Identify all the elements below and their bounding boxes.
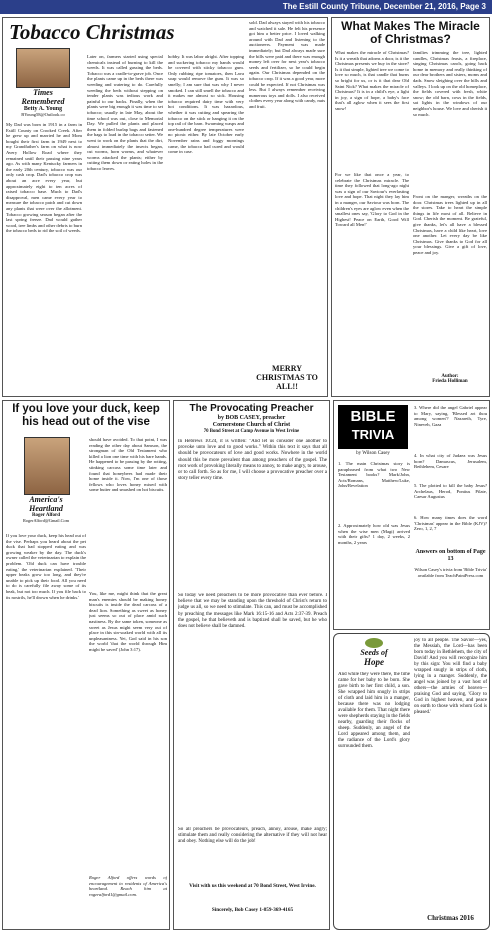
tobacco-body-1: My Dad was born in 1915 in a farm in Estill County on Crooked Creek. After he grew up and married he and Mom bought their first farm in 1949 next to my Grandfather's farm on what is now Avery Hollow Road where they remained until their passing nine years ago. As with many Kentucky farmers in the early 20th century, tobacco was our only cash crop. Dad's tobacco crop was about an acre every year, but approximately eight to ten acres of raised tobacco base. Much to Dad's disapproval, men came every year to measure the tobacco patch and cut down any plants that were over the allotment. Tobacco growing season began after the last spring freeze. Dad would gather wood, tree limbs and other debris to burn the tobacco beds to rid the soil of weeds. (6, 122, 82, 234)
preacher-body-1: In Hebrews 10:24, it is written: "And let us consider one another to provoke unto love and to good works." Within this text it says that all should be provocateurs of love and good works. Nowhere in the world should this be more prevalent than among preachers of the gospel. The root work of provoking literally means to annoy, to make angry, to arouse, or to call forth. So as for me, I will choose a provocative preacher over a story teller every time. (178, 439, 327, 482)
miracle-body-2: For we like that once a year, to celebrate the Christmas miracle. The time they followed that long-ago night was a sign of our Saviour's everlasting love and hope. That night they lay him in a manger, our Saviour was born. The children's eyes are aglow even when the smallest ones say, 'Glory to God in the Highest! Peace on Earth, Good Will Toward all Men!' (335, 172, 409, 228)
duck-title: If you love your duck, keep his head out of the vise (12, 403, 160, 428)
bible-q2: 2. Approximately how old was Jesus when the wise men (Magi) arrived with their gifts? 1 day, 2 weeks, 2 months, 2 years (338, 523, 410, 545)
tobacco-author: Betty A. Young (23, 106, 63, 112)
duck-body-1: If you love your duck, keep his head out of the vise. Perhaps you heard about the pet duck that had stopped eating and was growing weaker by the day. The duck's owner called the veterinarian to explain the problem. 'Old duck can have trouble eating,' the veterinarian explained. 'Their upper beaks grow too long, and they're unable to pick up their food. All you need to do is carefully file away some of its beak, but not too much. If you file back to its nostrils, he'll drown when he drinks.' (6, 533, 86, 600)
bible-q3: 3. Where did the angel Gabriel appear to Mary, saying, 'Blessed art thou among women'? Nazareth, Tyre, Nineveh, Gaza (414, 405, 487, 427)
tobacco-body-3: hobby. It was labor alright. After topping and suckering tobacco my hands would be covered with sticky tobacco gum. Only rubbing ripe tomatoes, then Lava soap would remove the gum. It was so smelly; I am sure that was why I never smoked. I can still smell the tobacco and it makes me almost so sick. Housing tobacco required dairy time with very hot conditions. It was hazardous, whether it was cutting and spearing the tobacco on the stick or hanging it on the top rail of the barn. Swarming wasps and one-hundred degree temperatures were no picnic either. By late October early November rains and foggy mornings came, the tobacco had cured and would come in case. (168, 54, 244, 155)
tobacco-endline: MERRY CHRISTMAS TO ALL!! (256, 364, 318, 391)
column-sub1: Times (33, 88, 53, 97)
preacher-byline: by BOB CASEY, preacher (217, 415, 286, 421)
tobacco-body-4: sold. Dad always stayed with his tobacco and watched it sale. He felt his presence got him a better price. I loved walking around with Dad and listening to the auctioneers. Payment was made immediately; but Dad always made sure the bills were paid and there was enough money left over for next year's tobacco seeds and fertilizer, so he could begin again. Our Christmas depended on the tobacco crop. If it was a good year, more could be expected. If not Christmas was less. But I always remember receiving numerous toys and dolls. I also received clothes every year along with candy, nuts and fruit. (249, 20, 325, 109)
bible-q5: 5. The plotted to kill the baby Jesus? Archelaus, Herod, Pontius Pilate, Caesar Augustus (414, 483, 487, 500)
author-photo (16, 48, 70, 88)
preacher-sign: Sincerely, Bob Casey 1-859-369-4165 (211, 907, 294, 913)
miracle-body-1: What makes the miracle of Christmas? Is it a wreath that adorns a door, is it the Christmas presents we buy in the store? Is it that simple, lighted tree we come to love so much, is that candle that burns so bright for us, or is it that dear Old Saint Nick? What makes the miracle of Christmas? It is in a child's eye, a light in joy, a sign of hope, a baby's face that's all aglow when it sees the first snow! (335, 50, 409, 111)
page-header: The Estill County Tribune, December 21, 2016, Page 3 (0, 0, 492, 14)
bible-q1: 1. The main Christmas story is paraphrased from what two New Testament books? Mark/John, Acts/Romans, Matthew/Luke, John/Revelation (338, 461, 410, 489)
bible-trivia (333, 400, 490, 630)
miracle-article (331, 17, 490, 397)
bible-q4: 4. In what city of Judaea was Jesus born? Damascus, Jerusalem, Bethlehem, Cesare (414, 453, 487, 470)
miracle-body-4: Front on the manger, wreaths on the door. Christmas trees lighted up in all the stores. Take to heart the simple things in life most of all. Believe in God. Cherish the moment. Be grateful, give thanks, let's all have a blessed Christmas, have a child like heart, love one another. Let every day be like Christmas. Give thanks to God for all your blessings. Give a gift of love, peace and joy. (413, 194, 487, 255)
duck-body-3: You, like me, might think that the great man's enemies should be making honey biscuits is inside the dead carcass of a dead lion. Something as sweet as honey just seems so out of place amid such nastiness. By the same token, someone as sweet as Jesus might seem very out of place in this sin-soaked world with all its unpleasantness. Yet, God said in his son the world 'that the world through Him might be saved' (John 3:17). (89, 591, 167, 652)
seeds-of-hope (333, 633, 490, 930)
duck-contact: Roger Alford offers words of encouragement to residents of America's heartland. Reach him at rogeralford1@gmail.com. (89, 875, 167, 897)
miracle-author-label: Author: (441, 374, 459, 379)
preacher-visit: Visit with us this weekend at 70 Bond Street, West Irvine. (189, 883, 316, 889)
preacher-body-2: So today we need preachers to be more provocative than ever before. I believe that we may be standing upon the threshold of Christ's return to judge us all, so we need to stimulate. This can, and must be accomplished by preaching the messages like Mark 16:15-16 and Acts 2:37-39. Preach the gospel, he that believeth and is baptized shall be saved, but he who does not believe shall be damned. (178, 593, 327, 630)
miracle-body-3: families trimming the tree, lighted candles, Christmas feasts, a fireplace, singing Christmas carols, going back home in memory and really thinking of our dear brothers and sisters, moms and dads. Snow sleighing over the hills and valleys. I look up on the old homeplace, the fields covered with fresh, white snow; the old barn, cows in the fields, sat lights in the windows of our neighbor's house. We love and cherish it so much. (413, 50, 487, 117)
duck-article (2, 400, 170, 930)
seeds-body-2: joy to all people. The Savior—yes, the Messiah, the Lord—has been born today in Bethlehem, the city of David! And you will recognize him by this sign: You will find a baby wrapped snugly in strips of cloth, lying in a manger. Suddenly, the angel was joined by a vast host of others—the armies of heaven—praising God and saying, 'Glory to God in highest heaven, and peace on earth to those with whom God is pleased.' (414, 638, 487, 715)
duck-author: Roger Alford (31, 513, 61, 518)
tobacco-column-header (6, 48, 80, 118)
duck-caption-1: America's (29, 495, 63, 504)
bible-answers: Answers on bottom of Page 13 (415, 549, 486, 562)
seeds-title-2: Hope (364, 657, 384, 667)
preacher-title: The Provocating Preacher (189, 403, 314, 414)
tobacco-body-2: Later on, farmers started using special chemicals instead of burning to kill the weeds. It was called gassing the beds. Tobacco was a cradle-to-grave job. Once the plants came up in the beds there was weeding and watering to do. Carefully weeding the beds without stepping on tender plants was tedious work and painful to our backs. Finally, when the plants were big enough it was time to set tobacco; usually in late May, about the time school was out, close to Memorial Day. We pulled the plants and placed them in folded burlap bags and fastened the bags to load in the tobacco setter. We went to work on the plants that the dirt, almost immediately the insects began, cut worms, horn worms, and whatever worms attacked the plants; either by cutting them down or eating holes in the tobacco leaves. (87, 54, 163, 171)
duck-column-header (6, 437, 86, 527)
seeds-header (338, 638, 410, 667)
bible-word: BIBLE (350, 408, 396, 425)
seeds-leaf-icon (365, 638, 383, 648)
preacher-article (173, 400, 330, 930)
column-sub2: Remembered (21, 97, 65, 106)
miracle-title: What Makes The Miracle of Christmas? (341, 19, 480, 46)
duck-body-2: should have avoided. To that point, I was reading the other day about Samson, the strongman of the Old Testament who killed a lion one time with his bare hands. He happened to be passing by the rotting, stinking carcass some time later and found that honeybees had made their home inside it. Now, I'm one of those fellows who loves honey mixed with some butter and smashed on hot biscuits. (89, 437, 167, 493)
tobacco-title: Tobacco Christmas (9, 20, 175, 44)
trivia-word: TRIVIA (351, 427, 395, 442)
seeds-body-1: And while they were there, the time came for her baby to be born. She gave birth to her first child, a son. She wrapped him snugly in strips of cloth and laid him in a manger, because there was no lodging available for them. That night there were shepherds staying in the fields nearby, guarding their flocks of sheep. Suddenly, an angel of the Lord appeared among them, and the radiance of the Lord's glory surrounded them. (338, 672, 410, 749)
bible-trivia-logo (338, 405, 408, 449)
miracle-author: Frieda Holliman (432, 379, 468, 384)
duck-caption-2: Heartland (29, 504, 63, 513)
tobacco-email: BYoung58@Outlook.co (21, 112, 65, 117)
bible-credit: Wilson Casey's trivia from 'Bible Trivia' available from TeachPaintPress.com (414, 567, 487, 578)
preacher-church: Cornerstone Church of Christ (212, 422, 291, 428)
duck-email: RogerAlford@Gmail.Com (22, 518, 70, 523)
bible-q6: 6. How many times does the word 'Christmas' appear in the Bible (KJV)? Zero, 1, 2, 7 (414, 515, 487, 532)
preacher-address: 70 Bond Street at Camp Avenue in West Irvine (203, 429, 300, 434)
seeds-title-1: Seeds of (360, 648, 388, 657)
seeds-footer: Christmas 2016 (427, 914, 474, 922)
preacher-body-3: So all preachers be provocateurs, preach, annoy, arouse, make angry; stimulate them and really considering the alternative if they will not hear and obey. Nothing else will do the job! (178, 827, 327, 845)
bible-author: by Wilson Casey (356, 451, 390, 456)
roger-photo (24, 437, 70, 495)
tobacco-article (2, 17, 328, 397)
